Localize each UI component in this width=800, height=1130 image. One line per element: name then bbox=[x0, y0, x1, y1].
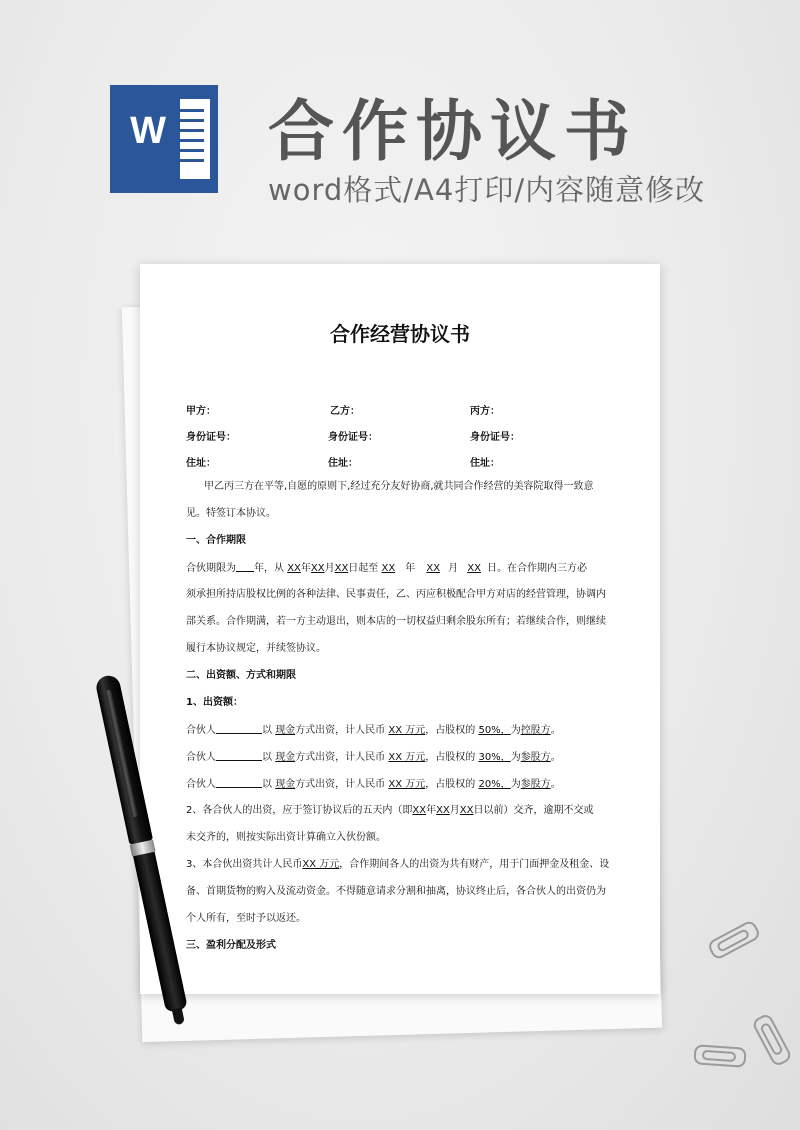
party-a-label: 甲方： bbox=[186, 406, 216, 417]
partner-row: 合伙人 以 现金方式出资，计人民币 XX 万元，占股权的 50%，为控股方。 bbox=[186, 725, 561, 736]
item-3-line-2: 备、首期货物的购入及流动资金。不得随意请求分割和抽离，协议终止后，各合伙人的出资仍为 bbox=[186, 886, 606, 897]
section-3-heading: 三、盈利分配及形式 bbox=[186, 940, 276, 951]
party-b-address-label: 住址： bbox=[328, 458, 358, 469]
party-a-id-label: 身份证号： bbox=[186, 432, 236, 443]
item-3-line-3: 个人所有，至时予以返还。 bbox=[186, 913, 306, 924]
document-page bbox=[140, 264, 660, 994]
intro-line-2: 见。特签订本协议。 bbox=[186, 508, 276, 519]
item-3-line-1: 3、本合伙出资共计人民币XX 万元，合作期间各人的出资为共有财产，用于门面押金及租金、设 bbox=[186, 859, 610, 870]
party-b-label: 乙方： bbox=[330, 406, 360, 417]
party-a-address-label: 住址： bbox=[186, 458, 216, 469]
item-2-line-2: 未交齐的，则按实际出资计算确立入伙份额。 bbox=[186, 832, 386, 843]
word-logo-letter: W bbox=[130, 110, 166, 152]
word-icon bbox=[110, 85, 218, 193]
party-c-id-label: 身份证号： bbox=[470, 432, 520, 443]
document-title: 合作经营协议书 bbox=[330, 322, 470, 346]
paperclip-icon bbox=[693, 1044, 746, 1068]
partner-row: 合伙人 以 现金方式出资，计人民币 XX 万元，占股权的 30%，为参股方。 bbox=[186, 752, 561, 763]
party-b-id-label: 身份证号： bbox=[328, 432, 378, 443]
page-title: 合作协议书 bbox=[268, 93, 638, 170]
party-c-label: 丙方： bbox=[470, 406, 500, 417]
intro-line-1: 甲乙丙三方在平等,自愿的原则下,经过充分友好协商,就共同合作经营的美容院取得一致意 bbox=[204, 481, 594, 492]
section-1-line-3: 部关系。合作期满，若一方主动退出，则本店的一切权益归剩余股东所有；若继续合作，则继续 bbox=[186, 616, 606, 627]
paperclip-icon bbox=[706, 919, 761, 961]
section-1-line-2: 须承担所持店股权比例的各种法律、民事责任，乙、丙应积极配合甲方对店的经营管理，协调内 bbox=[186, 589, 606, 600]
party-c-address-label: 住址： bbox=[470, 458, 500, 469]
subsection-capital-heading: 1、出资额： bbox=[186, 697, 243, 708]
section-2-heading: 二、出资额、方式和期限 bbox=[186, 670, 296, 681]
item-2-line-1: 2、各合伙人的出资，应于签订协议后的五天内（即XX年XX月XX日以前）交齐，逾期不交或 bbox=[186, 805, 594, 816]
partner-row: 合伙人 以 现金方式出资，计人民币 XX 万元，占股权的 20%，为参股方。 bbox=[186, 779, 561, 790]
paperclip-icon bbox=[751, 1012, 793, 1067]
section-1-line-4: 履行本协议规定，并续签协议。 bbox=[186, 643, 326, 654]
period-line: 合伙期限为 年，从 XX年XX月XX日起至 XX 年 XX 月 XX 日。在合作期内三方必 bbox=[186, 563, 587, 574]
page-subtitle: word格式/A4打印/内容随意修改 bbox=[268, 173, 706, 207]
section-1-heading: 一、合作期限 bbox=[186, 535, 246, 546]
